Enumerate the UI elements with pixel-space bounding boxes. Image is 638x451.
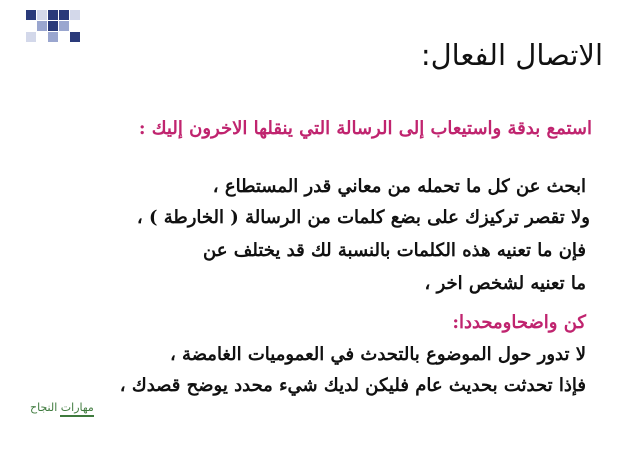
logo-underline — [60, 415, 94, 417]
body-line: ابحث عن كل ما تحمله من معاني قدر المستطاع ، — [212, 176, 586, 197]
heading-listen: استمع بدقة واستيعاب إلى الرسالة التي ينقلها الاخرون إليك : — [138, 118, 592, 139]
body-line: ما تعنيه لشخص اخر ، — [424, 273, 586, 294]
logo-text: مهارات النجاح — [30, 401, 94, 414]
brand-logo — [30, 401, 94, 417]
body-line: ولا تقصر تركيزك على بضع كلمات من الرسالة ( الخارطة ) ، — [136, 207, 590, 228]
checkered-pattern-icon — [26, 10, 92, 46]
body-line: فإن ما تعنيه هذه الكلمات بالنسبة لك قد يختلف عن — [203, 240, 586, 261]
body-line: لا تدور حول الموضوع بالتحدث في العموميات الغامضة ، — [169, 344, 586, 365]
heading-clear: كن واضحاومحددا: — [452, 312, 586, 333]
slide-title: الاتصال الفعال: — [420, 38, 603, 72]
body-line: فإذا تحدثت بحديث عام فليكن لديك شيء محدد يوضح قصدك ، — [119, 375, 586, 396]
